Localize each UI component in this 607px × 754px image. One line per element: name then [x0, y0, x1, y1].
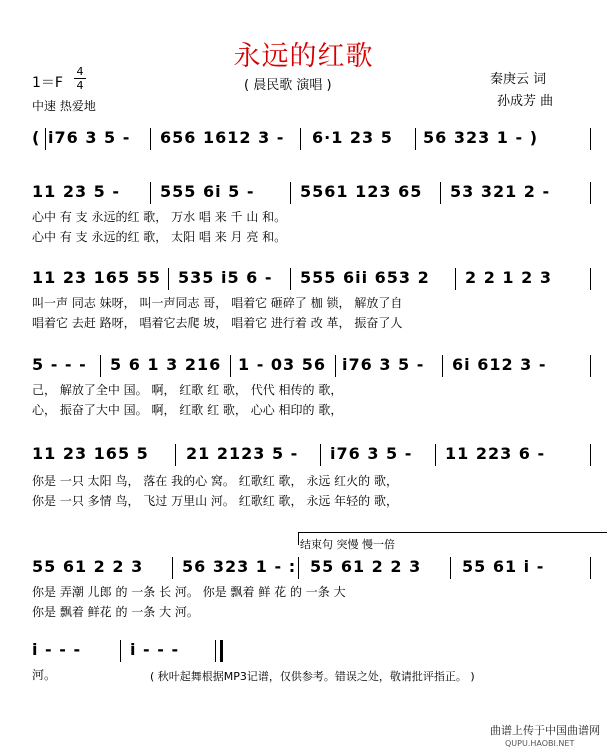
lyric-line: 心中 有 支 永远的红 歌， 太阳 唱 来 月 亮 和。: [32, 230, 287, 244]
bar-line: [450, 557, 451, 579]
notation-segment: 21 2123 5 -: [186, 444, 299, 463]
bar-line: [100, 355, 101, 377]
transcription-note: ( 秋叶起舞根据MP3记谱，仅供参考。错误之处，敬请批评指正。 ): [150, 670, 475, 683]
bar-line: [150, 182, 151, 204]
bar-line: [442, 355, 443, 377]
bar-line: [455, 268, 456, 290]
lyric-line: 己， 解放了全中 国。 啊， 红歌 红 歌， 代代 相传的 歌，: [32, 383, 343, 397]
notation-segment: 6i 612 3 -: [452, 355, 547, 374]
bar-line: [290, 182, 291, 204]
score-line: [0, 640, 607, 666]
notation-segment: 2 2 1 2 3: [465, 268, 552, 287]
notation-segment: 5561 123 65: [300, 182, 423, 201]
score-line: [0, 268, 607, 294]
score-line: [0, 444, 607, 470]
ending-label: 结束句 突慢 慢一倍: [300, 538, 395, 551]
notation-segment: 555 6ii 653 2: [300, 268, 430, 287]
performer-credit: ( 晨民歌 演唱 ): [244, 78, 332, 93]
bar-line: [590, 355, 591, 377]
lyricist-credit: 秦庚云 词: [490, 72, 547, 87]
notation-segment: i - - -: [32, 640, 82, 659]
lyric-line: 心， 振奋了大中 国。 啊， 红歌 红 歌， 心心 相印的 歌，: [32, 403, 343, 417]
bar-line: [300, 128, 301, 150]
notation-segment: 11 23 165 55: [32, 268, 161, 287]
lyric-line: 河。: [32, 668, 57, 682]
score-line: [0, 182, 607, 208]
notation-segment: i76 3 5 -: [330, 444, 413, 463]
notation-segment: 56 323 1 - :: [182, 557, 297, 576]
song-title: 永远的红歌: [233, 41, 374, 72]
notation-segment: 535 i5 6 -: [178, 268, 273, 287]
notation-segment: 56 323 1 - ): [423, 128, 539, 147]
footer-site-url: QUPU.HAOBI.NET: [505, 739, 575, 748]
lyric-line: 你是 弄潮 儿郎 的 一条 长 河。 你是 飘着 鲜 花 的 一条 大: [32, 585, 346, 599]
notation-segment: 1 - 03 56: [238, 355, 327, 374]
bar-line: [415, 128, 416, 150]
notation-segment: i - - -: [130, 640, 180, 659]
bar-line: [590, 182, 591, 204]
lyric-line: 唱着它 去赶 路呀， 唱着它去爬 坡， 唱着它 进行着 改 革， 振奋了人: [32, 316, 403, 330]
bar-line: [215, 640, 223, 662]
notation-segment: i76 3 5 -: [48, 128, 131, 147]
notation-segment: 55 61 2 2 3: [310, 557, 422, 576]
bar-line: [290, 268, 291, 290]
lyric-line: 你是 一只 太阳 鸟， 落在 我的心 窝。 红歌红 歌， 永远 红火的 歌，: [32, 474, 398, 488]
lyric-line: 你是 飘着 鲜花 的 一条 大 河。: [32, 605, 199, 619]
score-line: [0, 128, 607, 154]
notation-segment: i76 3 5 -: [342, 355, 425, 374]
score-line: [0, 355, 607, 381]
notation-segment: (: [32, 128, 41, 147]
lyric-line: 叫一声 同志 妹呀， 叫一声同志 哥， 唱着它 砸碎了 枷 锁， 解放了自: [32, 296, 403, 310]
footer-site-name: 曲谱上传于中国曲谱网: [490, 724, 600, 737]
bar-line: [590, 557, 591, 579]
bar-line: [590, 444, 591, 466]
notation-segment: 5 6 1 3 216: [110, 355, 222, 374]
lyric-line: 你是 一只 多情 鸟， 飞过 万里山 河。 红歌红 歌， 永远 年轻的 歌，: [32, 494, 398, 508]
notation-segment: 555 6i 5 -: [160, 182, 255, 201]
time-sig-top: 4: [76, 65, 84, 78]
notation-segment: 11 223 6 -: [445, 444, 546, 463]
bar-line: [175, 444, 176, 466]
notation-segment: 11 23 165 5: [32, 444, 149, 463]
bar-line: [298, 557, 299, 579]
bar-line: [172, 557, 173, 579]
bar-line: [435, 444, 436, 466]
bar-line: [120, 640, 121, 662]
notation-segment: 6·1 23 5: [312, 128, 393, 147]
score-line: [0, 557, 607, 583]
notation-segment: 656 1612 3 -: [160, 128, 285, 147]
bar-line: [168, 268, 169, 290]
bar-line: [320, 444, 321, 466]
notation-segment: 5 - - -: [32, 355, 87, 374]
notation-segment: 11 23 5 -: [32, 182, 121, 201]
bar-line: [440, 182, 441, 204]
bar-line: [335, 355, 336, 377]
bar-line: [150, 128, 151, 150]
lyric-line: 心中 有 支 永远的红 歌， 万水 唱 来 千 山 和。: [32, 210, 287, 224]
notation-segment: 53 321 2 -: [450, 182, 551, 201]
tempo-marking: 中速 热爱地: [32, 99, 96, 113]
notation-segment: 55 61 i -: [462, 557, 545, 576]
composer-credit: 孙成芳 曲: [497, 94, 554, 109]
bar-line: [45, 128, 46, 150]
bar-line: [230, 355, 231, 377]
time-signature: [74, 66, 86, 91]
bar-line: [590, 268, 591, 290]
notation-segment: 55 61 2 2 3: [32, 557, 144, 576]
time-sig-bottom: 4: [76, 79, 84, 92]
key-signature: 1＝F: [32, 75, 63, 91]
bar-line: [590, 128, 591, 150]
